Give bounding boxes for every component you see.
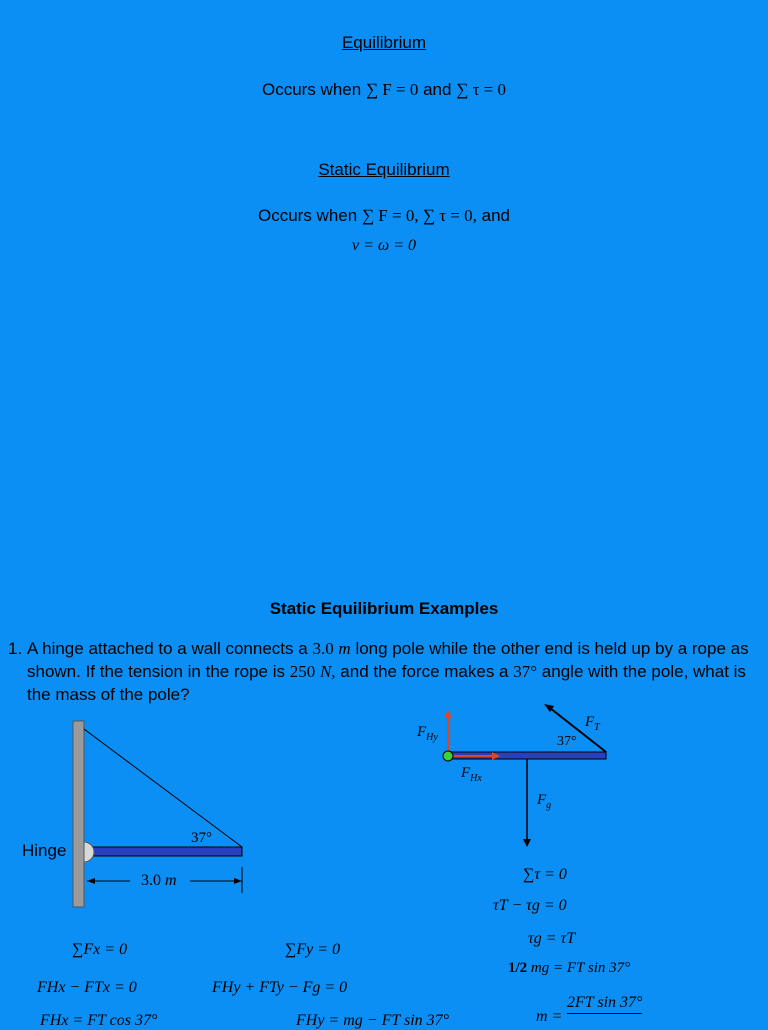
equilibrium-title: Equilibrium	[341, 33, 427, 52]
fg-arrowhead-icon	[523, 839, 531, 847]
pole	[90, 847, 242, 856]
fhx-label	[461, 765, 482, 784]
ft-subscript: T	[594, 722, 600, 733]
diagram-length-value: 3.0	[141, 872, 161, 889]
fhx-symbol: F	[461, 765, 471, 781]
problem-text-b: long pole while the other end is held up by a rope as shown. If the tension in the rope is	[27, 639, 749, 681]
fhy-subscript: Hy	[426, 732, 438, 743]
dimension-arrow-left-icon	[87, 878, 95, 884]
static-equilibrium-condition	[0, 206, 768, 226]
problem-text-c: and the force makes a	[340, 662, 509, 681]
and-label: and	[423, 80, 452, 99]
hinge-icon	[84, 842, 94, 862]
diagram-angle-label: 37°	[191, 830, 212, 846]
fhy-symbol: F	[417, 724, 427, 740]
occurs-when-label: Occurs when	[258, 206, 358, 225]
fhy-label	[417, 724, 438, 743]
mass-lhs: m =	[536, 1008, 563, 1025]
problem-length: 3.0	[312, 639, 334, 658]
fx-partial-eq: FHx = FT cos 37°	[40, 1012, 158, 1029]
wall	[73, 721, 84, 907]
fhy-arrowhead-icon	[444, 710, 452, 718]
rope	[84, 729, 242, 847]
free-body-diagram	[430, 700, 630, 850]
fbd-angle-label: 37°	[557, 734, 577, 749]
torque-equal-eq: τg = τT	[528, 930, 576, 947]
fy-partial-eq: FHy = mg − FT sin 37°	[296, 1012, 450, 1029]
torque-condition: ∑ τ = 0	[456, 80, 506, 99]
force-condition: ∑ F = 0	[365, 80, 419, 99]
torque-balance-eq: τT − τg = 0	[493, 897, 567, 914]
fg-label	[537, 792, 551, 811]
fg-symbol: F	[537, 792, 547, 808]
fy-balance-eq: FHy + FTy − Fg = 0	[212, 979, 348, 996]
diagram-length-unit: m	[165, 872, 177, 889]
hinge-pole-diagram	[0, 715, 260, 915]
problem-text-a: A hinge attached to a wall connects a	[27, 639, 308, 658]
ft-symbol: F	[585, 714, 595, 730]
dimension-arrow-right-icon	[234, 878, 242, 884]
problem-text-d: angle with the pole, what is the mass of the pole?	[27, 662, 746, 704]
problem-angle: 37°	[513, 662, 538, 681]
problem-tension: 250	[289, 662, 316, 681]
fhx-subscript: Hx	[470, 773, 482, 784]
and-label: and	[481, 206, 510, 225]
velocity-condition: v = ω = 0	[352, 237, 416, 254]
torque-half-expression: mg = FT sin 37°	[530, 960, 631, 976]
problem-number: 1.	[8, 639, 23, 658]
examples-title: Static Equilibrium Examples	[269, 599, 499, 618]
force-torque-condition: ∑ F = 0, ∑ τ = 0,	[361, 206, 477, 225]
ft-label	[585, 714, 600, 733]
problem-length-unit: m	[338, 639, 351, 658]
sum-fx-eq: ∑Fx = 0	[72, 941, 128, 958]
fbd-hinge-point	[443, 751, 453, 761]
torque-half-fraction: 1/2	[508, 960, 528, 976]
hinge-label: Hinge	[22, 841, 67, 860]
torque-half-eq	[508, 960, 630, 977]
problem-1	[8, 637, 760, 706]
fg-subscript: g	[546, 800, 552, 811]
static-equilibrium-title: Static Equilibrium	[318, 160, 450, 179]
problem-tension-unit: N,	[319, 662, 336, 681]
diagram-length-label	[141, 872, 177, 890]
fx-balance-eq: FHx − FTx = 0	[37, 979, 137, 996]
mass-numerator: 2FT sin 37°	[567, 994, 642, 1014]
occurs-when-label: Occurs when	[262, 80, 362, 99]
torque-sum-eq: ∑τ = 0	[523, 866, 567, 883]
sum-fy-eq: ∑Fy = 0	[285, 941, 341, 958]
equilibrium-condition	[0, 80, 768, 100]
